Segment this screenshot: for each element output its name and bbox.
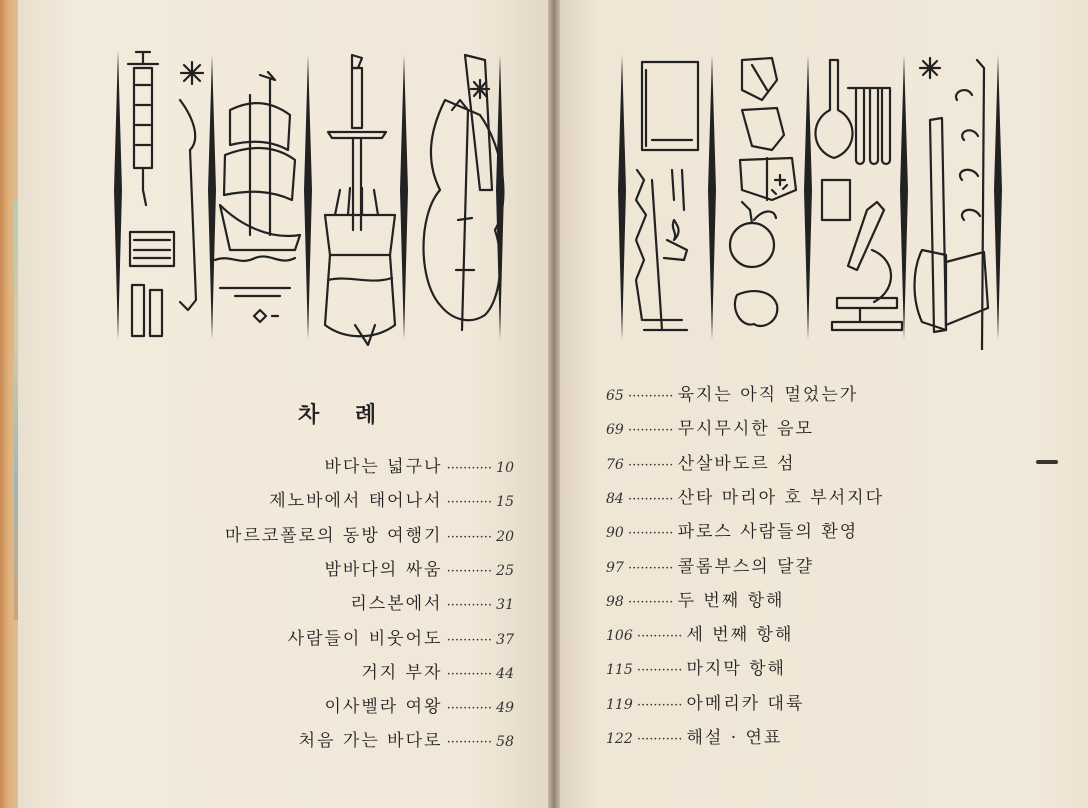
toc-entry-title: 무시무시한 음모 <box>677 419 814 440</box>
toc-leader-dots: ··········· <box>632 697 687 713</box>
toc-entry <box>299 726 514 751</box>
toc-entry <box>606 380 858 405</box>
toc-entry <box>269 486 514 511</box>
toc-entry-page: 65 <box>606 388 624 404</box>
toc-entry-page: 69 <box>606 422 624 439</box>
toc-entry-page: 98 <box>606 593 624 610</box>
toc-entry <box>325 692 515 717</box>
toc-entry-page: 122 <box>606 731 633 747</box>
toc-entry <box>350 589 514 614</box>
toc-entry-page: 31 <box>496 597 514 614</box>
toc-entry-page: 84 <box>606 490 624 507</box>
toc-leader-dots: ··········· <box>442 735 497 751</box>
toc-entry-title: 이사벨라 여왕 <box>324 697 443 718</box>
toc-leader-dots: ··········· <box>442 529 497 545</box>
toc-entry <box>606 689 804 714</box>
toc-leader-dots: ··········· <box>623 594 678 610</box>
toc-entry-title: 사람들이 비웃어도 <box>287 628 443 649</box>
toc-leader-dots: ··········· <box>442 666 497 682</box>
toc-entry-title: 산타 마리아 호 부서지다 <box>677 487 884 508</box>
toc-entry-title: 리스본에서 <box>350 594 443 615</box>
toc-leader-dots: ··········· <box>442 495 497 511</box>
toc-entry <box>606 517 858 542</box>
right-illustration-band <box>612 40 1012 350</box>
toc-entry <box>606 723 782 748</box>
toc-entry-page: 90 <box>606 525 624 542</box>
toc-entry-page: 76 <box>606 456 624 473</box>
toc-leader-dots: ··········· <box>623 423 678 439</box>
toc-leader-dots: ··········· <box>442 598 497 614</box>
toc-entry-title: 파로스 사람들의 환영 <box>677 522 859 543</box>
toc-leader-dots: ··········· <box>632 663 687 679</box>
ink-speck <box>1036 460 1058 464</box>
toc-entry <box>325 555 515 580</box>
toc-entry-page: 44 <box>496 665 514 682</box>
toc-entry-page: 37 <box>496 631 514 648</box>
toc-entry-page: 25 <box>496 562 514 579</box>
syringe-icon <box>128 52 196 336</box>
toc-entry-title: 아메리카 대륙 <box>686 693 805 714</box>
flask-icon <box>815 60 852 220</box>
toc-entry <box>606 414 814 439</box>
toc-entry-page: 106 <box>606 628 633 645</box>
toc-leader-dots: ··········· <box>442 461 497 476</box>
candle-icon <box>636 170 687 330</box>
toc-leader-dots: ··········· <box>623 526 678 542</box>
toc-entry-title: 제노바에서 태어나서 <box>269 491 443 512</box>
toc-entry-title: 마지막 항해 <box>686 659 786 680</box>
toc-entry-title: 거지 부자 <box>361 662 443 683</box>
toc-entry <box>606 552 814 577</box>
toc-entry <box>361 658 514 683</box>
toc-leader-dots: ··········· <box>442 701 497 717</box>
toc-leader-dots: ··········· <box>623 389 678 404</box>
toc-entry-page: 49 <box>496 700 514 717</box>
toc-entry-title: 육지는 아직 멀었는가 <box>677 385 859 405</box>
toc-entry-title: 산살바도르 섬 <box>677 453 796 474</box>
toc-entry-title: 두 번째 항해 <box>677 590 785 611</box>
toc-entry-title: 처음 가는 바다로 <box>298 731 443 752</box>
toc-entry-page: 20 <box>496 528 514 545</box>
violin-icon <box>424 55 504 330</box>
toc-entry-title: 바다는 넓구나 <box>324 457 443 477</box>
toc-entry <box>225 521 514 546</box>
toc-entry-title: 밤바다의 싸움 <box>324 559 443 580</box>
test-tubes-icon <box>848 88 890 164</box>
leaves-icon <box>740 58 796 200</box>
toc-entry-page: 15 <box>496 494 514 511</box>
easel-icon <box>642 62 698 210</box>
book-gutter <box>548 0 560 808</box>
asterisk-icon <box>920 58 940 78</box>
toc-leader-dots: ··········· <box>632 732 687 747</box>
toc-leader-dots: ··········· <box>623 457 678 473</box>
toc-entry-title: 세 번째 항해 <box>686 625 794 646</box>
divider-ornaments <box>114 50 504 340</box>
toc-entry-page: 97 <box>606 559 624 576</box>
toc-leader-dots: ··········· <box>623 560 678 576</box>
toc-entry <box>288 624 514 649</box>
toc-entry-page: 10 <box>496 460 514 476</box>
asterisk-icon <box>471 80 489 98</box>
toc-entry-page: 119 <box>606 696 633 713</box>
axe-icon <box>915 60 989 350</box>
toc-entry-title: 해설 · 연표 <box>686 728 783 748</box>
toc-entry-page: 58 <box>496 734 514 751</box>
left-illustration-band <box>100 40 520 350</box>
toc-leader-dots: ··········· <box>623 491 678 507</box>
toc-entry <box>325 452 515 477</box>
toc-entry <box>606 449 796 474</box>
toc-entry-title: 마르코폴로의 동방 여행기 <box>224 525 443 546</box>
toc-leader-dots: ··········· <box>442 632 497 648</box>
toc-entry-page: 115 <box>606 662 633 679</box>
toc-entry <box>606 483 884 508</box>
toc-leader-dots: ··········· <box>442 563 497 579</box>
ship-icon <box>215 72 300 322</box>
toc-leader-dots: ··········· <box>632 629 687 645</box>
toc-title: 차 례 <box>298 403 391 428</box>
toc-entry <box>606 586 784 611</box>
microscope-icon <box>832 202 902 330</box>
toc-entry-title: 콜롬부스의 달걀 <box>677 556 814 577</box>
toc-entry <box>606 654 786 679</box>
asterisk-icon <box>181 62 203 84</box>
toc-entry <box>606 620 793 645</box>
